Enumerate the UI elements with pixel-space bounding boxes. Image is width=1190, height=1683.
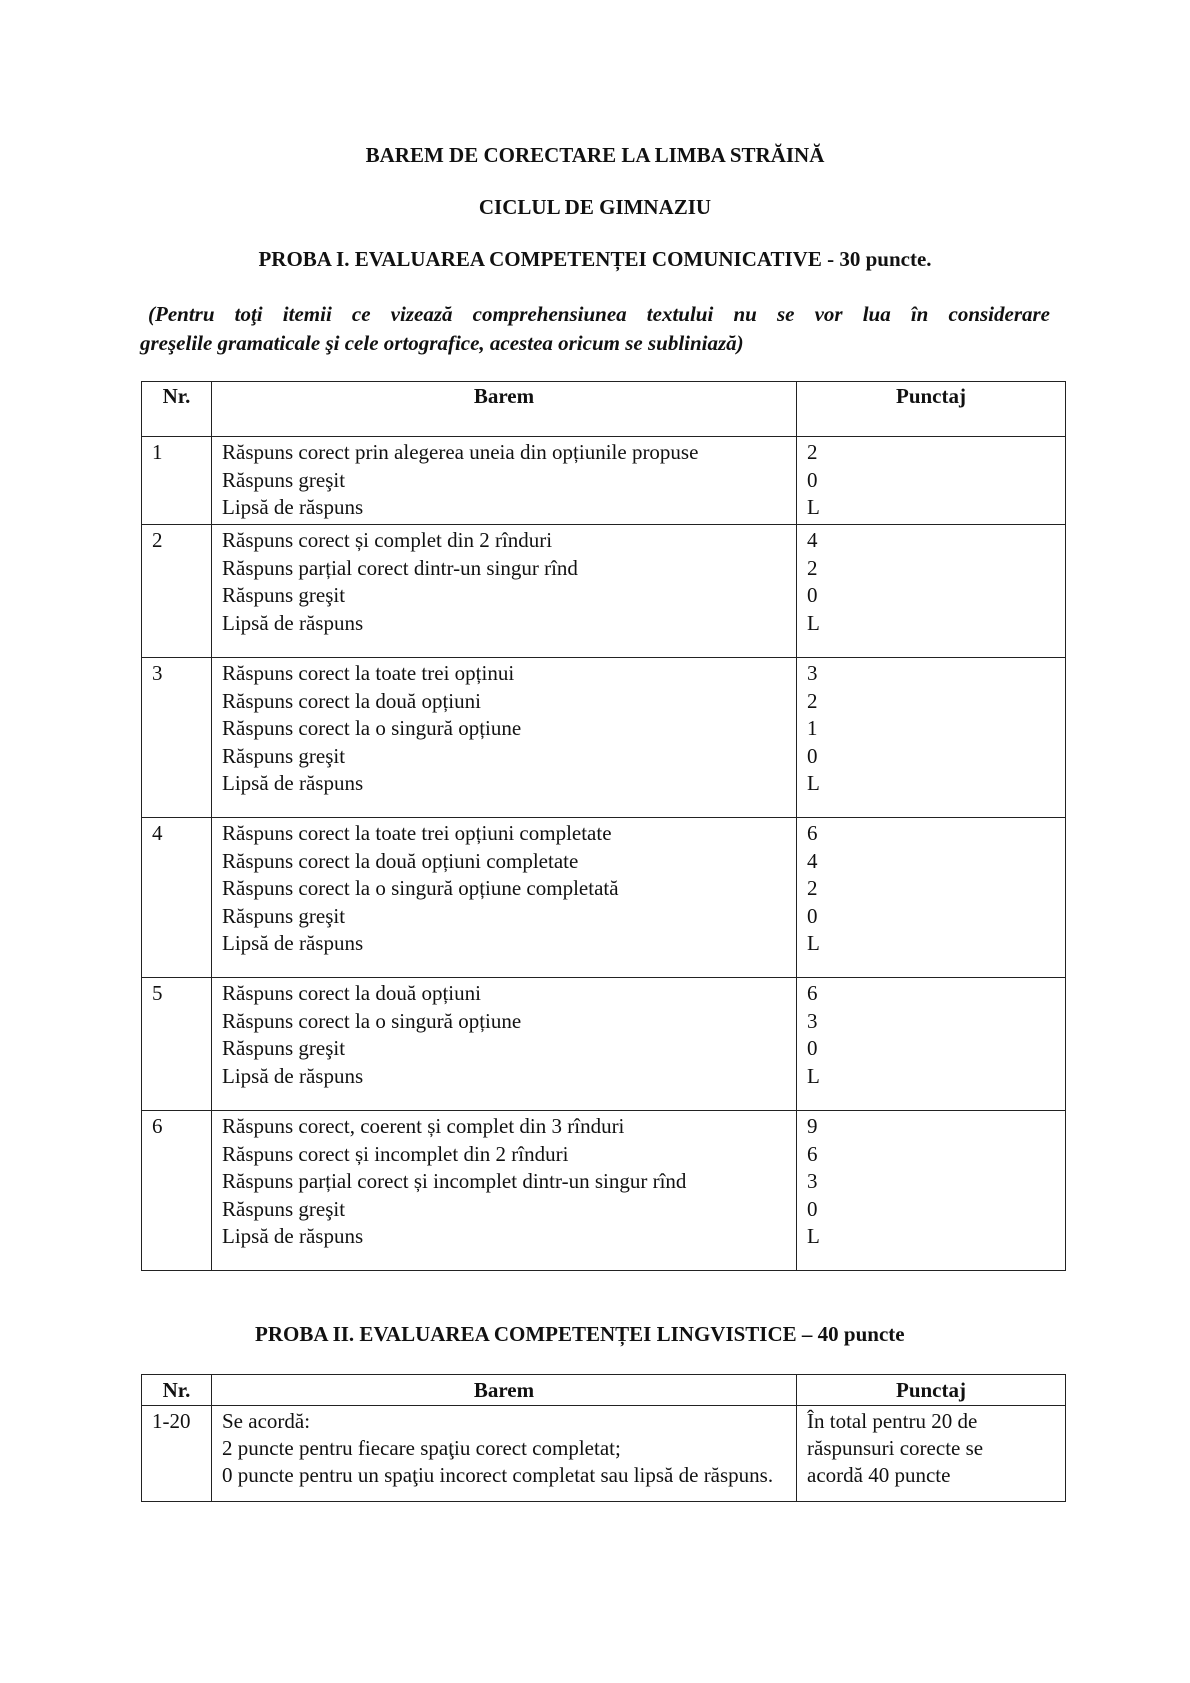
header-nr: Nr.	[142, 382, 212, 437]
criteria-line: Răspuns corect la două opțiuni	[222, 981, 481, 1005]
punctaj-line: 6	[807, 981, 818, 1005]
grading-note-line-2: greşelile gramaticale şi cele ortografice, acestea oricum se subliniază)	[140, 331, 744, 355]
row-number: 2	[142, 525, 212, 658]
punctaj-values	[797, 437, 1066, 525]
punctaj-values	[797, 1406, 1066, 1502]
criteria-line: Răspuns corect la o singură opțiune	[222, 716, 522, 740]
barem-criteria	[212, 525, 797, 658]
punctaj-line: 0	[807, 903, 818, 928]
criteria-line: Răspuns corect la o singură opțiune	[222, 1008, 522, 1033]
punctaj-line: 0	[807, 583, 818, 607]
punctaj-line: 4	[807, 528, 818, 552]
criteria-line: Răspuns parțial corect și incomplet dintr-un singur rînd	[222, 1169, 687, 1193]
document-subtitle: CICLUL DE GIMNAZIU	[478, 195, 712, 219]
punctaj-line: răspunsuri corecte se	[807, 1436, 984, 1460]
punctaj-line: L	[807, 1224, 820, 1248]
proba1-table	[141, 381, 1066, 1271]
table-row	[142, 658, 1066, 818]
criteria-line: Lipsă de răspuns	[222, 1063, 364, 1088]
criteria-line: Răspuns greşit	[222, 1036, 346, 1060]
criteria-line: Lipsă de răspuns	[222, 610, 364, 635]
table-row	[142, 525, 1066, 658]
grading-note	[140, 300, 1050, 358]
proba2-table	[141, 1374, 1066, 1502]
punctaj-line: L	[807, 931, 820, 955]
row-number: 5	[142, 978, 212, 1111]
proba2-title: PROBA II. EVALUAREA COMPETENȚEI LINGVISTICE – 40 puncte	[255, 1322, 905, 1346]
punctaj-line: acordă 40 puncte	[807, 1463, 951, 1487]
punctaj-line: 9	[807, 1114, 818, 1138]
punctaj-values	[797, 658, 1066, 818]
row-number: 6	[142, 1111, 212, 1271]
criteria-line: Răspuns corect, coerent și complet din 3 rînduri	[222, 1114, 625, 1138]
punctaj-line: 0	[807, 1036, 818, 1060]
header-punctaj: Punctaj	[797, 382, 1066, 437]
row-number: 3	[142, 658, 212, 818]
punctaj-line: L	[807, 1063, 820, 1088]
criteria-line: Lipsă de răspuns	[222, 771, 364, 795]
table-row	[142, 818, 1066, 978]
criteria-line: Răspuns greşit	[222, 583, 346, 607]
criteria-line: Răspuns greşit	[222, 467, 346, 492]
criteria-line: Răspuns greşit	[222, 903, 346, 928]
punctaj-line: L	[807, 771, 820, 795]
header-barem: Barem	[212, 1375, 797, 1406]
punctaj-line: În total pentru 20 de	[807, 1409, 978, 1433]
punctaj-line: 0	[807, 1196, 818, 1221]
punctaj-line: 6	[807, 821, 818, 845]
criteria-line: Răspuns parțial corect dintr-un singur rînd	[222, 555, 578, 580]
criteria-line: Răspuns corect și incomplet din 2 rînduri	[222, 1141, 569, 1166]
document-title: BAREM DE CORECTARE LA LIMBA STRĂINĂ	[365, 143, 825, 167]
barem-criteria	[212, 1406, 797, 1502]
punctaj-line: 2	[807, 440, 818, 464]
punctaj-line: 0	[807, 743, 818, 768]
header-barem: Barem	[212, 382, 797, 437]
criteria-line: Răspuns greşit	[222, 743, 346, 768]
criteria-line: Lipsă de răspuns	[222, 1224, 364, 1248]
proba1-title: PROBA I. EVALUAREA COMPETENȚEI COMUNICATIVE - 30 puncte.	[258, 247, 932, 271]
grading-note-line-1: (Pentru toţi itemii ce vizează comprehensiunea textului nu se vor lua în considerare	[148, 302, 1050, 326]
header-nr: Nr.	[142, 1375, 212, 1406]
criteria-line: Răspuns corect la toate trei opțiuni completate	[222, 821, 612, 845]
criteria-line: Lipsă de răspuns	[222, 931, 364, 955]
punctaj-line: 3	[807, 661, 818, 685]
barem-criteria	[212, 437, 797, 525]
punctaj-values	[797, 1111, 1066, 1271]
punctaj-line: 0	[807, 467, 818, 492]
punctaj-line: L	[807, 610, 820, 635]
punctaj-line: L	[807, 495, 820, 519]
criteria-line: 2 puncte pentru fiecare spaţiu corect completat;	[222, 1436, 621, 1460]
criteria-line: Răspuns greşit	[222, 1196, 346, 1221]
punctaj-line: 4	[807, 848, 818, 873]
table-row	[142, 1111, 1066, 1271]
punctaj-values	[797, 525, 1066, 658]
row-number: 4	[142, 818, 212, 978]
criteria-line: Se acordă:	[222, 1409, 311, 1433]
criteria-line: Răspuns corect prin alegerea uneia din opțiunile propuse	[222, 440, 699, 464]
punctaj-line: 1	[807, 716, 818, 740]
criteria-line: 0 puncte pentru un spaţiu incorect completat sau lipsă de răspuns.	[222, 1463, 774, 1487]
barem-criteria	[212, 658, 797, 818]
criteria-line: Răspuns corect la două opțiuni	[222, 688, 481, 713]
criteria-line: Răspuns corect la două opțiuni completate	[222, 848, 579, 873]
table-row	[142, 437, 1066, 525]
criteria-line: Răspuns corect și complet din 2 rînduri	[222, 528, 553, 552]
header-punctaj: Punctaj	[797, 1375, 1066, 1406]
row-number: 1-20	[142, 1406, 212, 1502]
table-header-row	[142, 1375, 1066, 1406]
row-number: 1	[142, 437, 212, 525]
barem-criteria	[212, 818, 797, 978]
barem-criteria	[212, 978, 797, 1111]
barem-criteria	[212, 1111, 797, 1271]
punctaj-line: 2	[807, 688, 818, 713]
table-row	[142, 1406, 1066, 1502]
punctaj-line: 2	[807, 555, 818, 580]
punctaj-values	[797, 978, 1066, 1111]
criteria-line: Răspuns corect la o singură opțiune completată	[222, 876, 619, 900]
table-header-row	[142, 382, 1066, 437]
punctaj-line: 3	[807, 1169, 818, 1193]
punctaj-values	[797, 818, 1066, 978]
punctaj-line: 6	[807, 1141, 818, 1166]
punctaj-line: 3	[807, 1008, 818, 1033]
criteria-line: Răspuns corect la toate trei opținui	[222, 661, 515, 685]
table-row	[142, 978, 1066, 1111]
punctaj-line: 2	[807, 876, 818, 900]
criteria-line: Lipsă de răspuns	[222, 495, 364, 519]
